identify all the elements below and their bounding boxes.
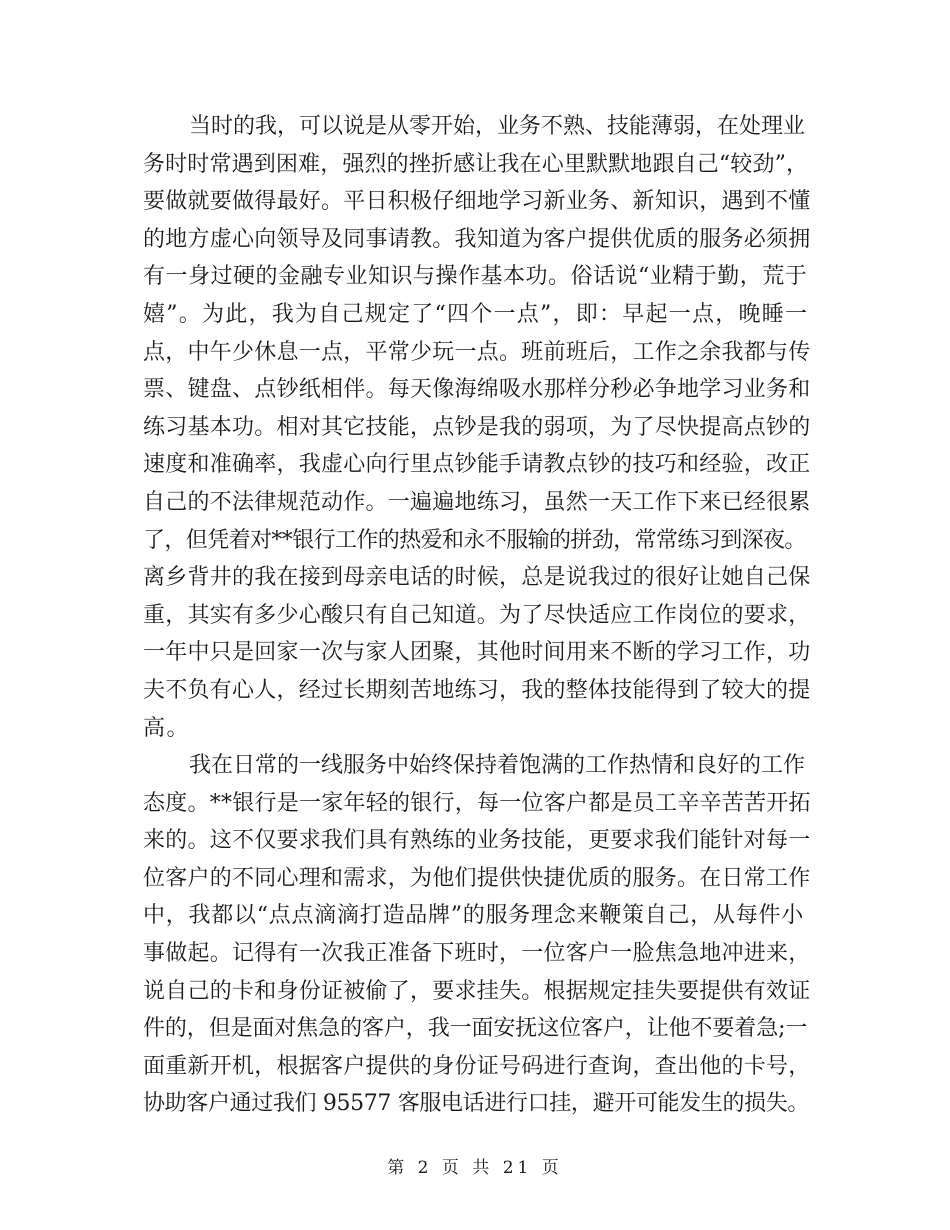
body-text [143, 108, 811, 1123]
paragraph-1-line-1: 当时的我，可以说是从零开始，业务不熟、技能薄弱，在处理业 [189, 114, 806, 139]
paragraph-1-line-4: 的地方虚心向领导及同事请教。我知道为客户提供优质的服务必须拥 [143, 226, 811, 252]
paragraph-2-line-4: 位客户的不同心理和需求，为他们提供快捷优质的服务。在日常工作 [143, 865, 811, 891]
paragraph-1-line-15: 一年中只是回家一次与家人团聚，其他时间用来不断的学习工作，功 [143, 640, 811, 666]
paragraph-2-line-3: 来的。这不仅要求我们具有熟练的业务技能，更要求我们能针对每一 [143, 828, 811, 854]
paragraph-1-line-10: 速度和准确率，我虚心向行里点钞能手请教点钞的技巧和经验，改正 [143, 452, 811, 478]
paragraph-2-line-7: 说自己的卡和身份证被偷了，要求挂失。根据规定挂失要提供有效证 [143, 978, 811, 1004]
paragraph-2-line-1: 我在日常的一线服务中始终保持着饱满的工作热情和良好的工作 [189, 753, 806, 779]
paragraph-2-line-6: 事做起。记得有一次我正准备下班时，一位客户一脸焦急地冲进来， [143, 941, 811, 967]
paragraph-2-line-9: 面重新开机，根据客户提供的身份证号码进行查询，查出他的卡号， [143, 1053, 811, 1079]
paragraph-2-line-8: 件的，但是面对焦急的客户，我一面安抚这位客户，让他不要着急;一 [143, 1016, 808, 1042]
paragraph-2-line-5: 中，我都以“点点滴滴打造品牌”的服务理念来鞭策自己，从每件小 [143, 903, 804, 929]
paragraph-1-line-13: 离乡背井的我在接到母亲电话的时候，总是说我过的很好让她自己保 [143, 565, 811, 591]
paragraph-1-line-12: 了，但凭着对**银行工作的热爱和永不服输的拼劲，常常练习到深夜。 [143, 527, 806, 553]
paragraph-2-line-10: 协助客户通过我们 95577 客服电话进行口挂，避开可能发生的损失。 [143, 1091, 810, 1117]
paragraph-1-line-17: 高。 [143, 715, 191, 741]
paragraph-2-line-2: 态度。**银行是一家年轻的银行，每一位客户都是员工辛辛苦苦开拓 [143, 790, 811, 816]
paragraph-1-line-5: 有一身过硬的金融专业知识与操作基本功。俗话说“业精于勤，荒于 [143, 264, 808, 290]
paragraph-1-line-8: 票、键盘、点钞纸相伴。每天像海绵吸水那样分秒必争地学习业务和 [143, 377, 811, 403]
paragraph-1-line-7: 点，中午少休息一点，平常少玩一点。班前班后，工作之余我都与传 [143, 339, 811, 365]
paragraph-1-line-14: 重，其实有多少心酸只有自己知道。为了尽快适应工作岗位的要求， [143, 602, 811, 628]
paragraph-1-line-3: 要做就要做得最好。平日积极仔细地学习新业务、新知识，遇到不懂 [143, 189, 811, 215]
paragraph-1-line-6: 嬉”。为此，我为自己规定了“四个一点”，即：早起一点，晚睡一 [143, 301, 809, 327]
paragraph-1-line-2: 务时时常遇到困难，强烈的挫折感让我在心里默默地跟自己“较劲”， [143, 151, 809, 177]
paragraph-1-line-9: 练习基本功。相对其它技能，点钞是我的弱项，为了尽快提高点钞的 [143, 414, 811, 440]
page-number-footer: 第 2 页 共 21 页 [387, 1158, 563, 1178]
paragraph-1-line-16: 夫不负有心人，经过长期刻苦地练习，我的整体技能得到了较大的提 [143, 677, 811, 703]
paragraph-1-line-11: 自己的不法律规范动作。一遍遍地练习，虽然一天工作下来已经很累 [143, 489, 811, 515]
